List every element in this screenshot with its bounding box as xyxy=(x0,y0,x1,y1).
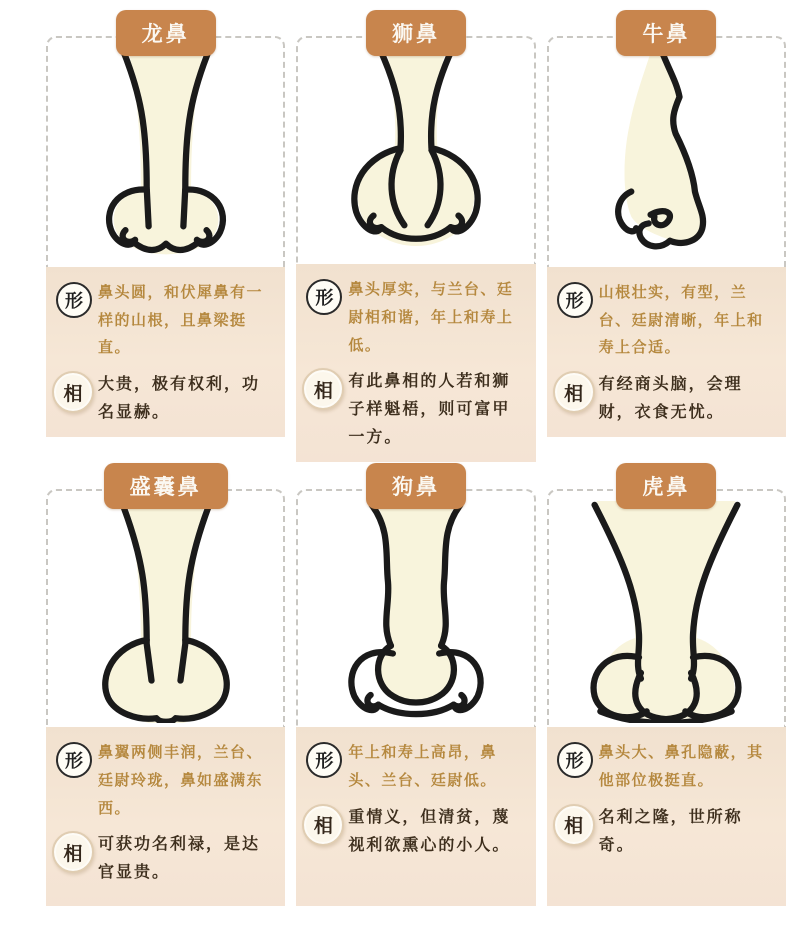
card-title-badge: 虎鼻 xyxy=(616,463,716,509)
shape-label-icon: 形 xyxy=(56,742,92,778)
shape-label-icon: 形 xyxy=(306,279,342,315)
fortune-description: 有经商头脑，会理财，衣食无忧。 xyxy=(598,376,743,421)
fortune-description: 有此鼻相的人若和狮子样魁梧，则可富甲一方。 xyxy=(348,373,511,447)
description-panel xyxy=(547,727,786,906)
fortune-row xyxy=(54,369,277,427)
shape-description: 山根壮实，有型，兰台、廷尉清晰，年上和寿上合适。 xyxy=(598,284,764,357)
tiger-nose-icon xyxy=(563,501,769,723)
card-title-badge: 狮鼻 xyxy=(366,10,466,56)
shape-label-icon: 形 xyxy=(557,742,593,778)
shape-label-icon: 形 xyxy=(557,282,593,318)
shape-row xyxy=(54,740,277,823)
fortune-row xyxy=(555,802,778,860)
fortune-description: 可获功名利禄，是达官显贵。 xyxy=(98,836,261,882)
card-lion-nose xyxy=(296,10,535,447)
ox-nose-icon xyxy=(563,41,769,263)
card-title-badge: 狗鼻 xyxy=(366,463,466,509)
description-panel xyxy=(296,727,535,906)
magnifier-icon: 相 xyxy=(302,804,344,846)
card-dog-nose xyxy=(296,463,535,906)
shape-row xyxy=(304,740,527,796)
shape-description: 鼻头圆，和伏犀鼻有一样的山根，且鼻梁挺直。 xyxy=(98,284,264,357)
shape-row xyxy=(555,280,778,363)
shape-label-icon: 形 xyxy=(56,282,92,318)
pouch-nose-icon xyxy=(63,501,269,723)
description-panel xyxy=(46,727,285,906)
nose-illustration-frame xyxy=(547,36,786,267)
nose-illustration-frame xyxy=(547,489,786,727)
fortune-row xyxy=(54,829,277,887)
magnifier-icon: 相 xyxy=(52,831,94,873)
nose-illustration-frame xyxy=(296,36,535,264)
magnifier-icon: 相 xyxy=(302,368,344,410)
fortune-description: 大贵，极有权利，功名显赫。 xyxy=(98,376,261,421)
magnifier-icon: 相 xyxy=(52,371,94,413)
fortune-row xyxy=(555,369,778,427)
shape-description: 鼻头厚实，与兰台、廷尉相和谐，年上和寿上低。 xyxy=(348,282,514,354)
dragon-nose-icon xyxy=(63,41,269,263)
lion-nose-icon xyxy=(313,38,519,260)
shape-row xyxy=(54,280,277,363)
magnifier-icon: 相 xyxy=(553,371,595,413)
card-pouch-nose xyxy=(46,463,285,906)
card-title-badge: 盛囊鼻 xyxy=(104,463,228,509)
magnifier-icon: 相 xyxy=(553,804,595,846)
nose-illustration-frame xyxy=(46,36,285,267)
card-dragon-nose xyxy=(46,10,285,437)
shape-description: 年上和寿上高昂，鼻头、兰台、廷尉低。 xyxy=(348,745,497,789)
shape-description: 鼻翼两侧丰润，兰台、廷尉玲珑，鼻如盛满东西。 xyxy=(98,745,264,817)
card-title-badge: 牛鼻 xyxy=(616,10,716,56)
fortune-description: 名利之隆，世所称奇。 xyxy=(598,808,743,854)
card-title-badge: 龙鼻 xyxy=(116,10,216,56)
shape-label-icon: 形 xyxy=(306,742,342,778)
fortune-row xyxy=(304,802,527,860)
fortune-description: 重情义，但清贫，蔑视利欲熏心的小人。 xyxy=(348,808,511,854)
shape-description: 鼻头大、鼻孔隐蔽，其他部位极挺直。 xyxy=(598,745,764,789)
description-panel xyxy=(547,267,786,437)
card-tiger-nose xyxy=(547,463,786,906)
description-panel xyxy=(296,264,535,462)
shape-row xyxy=(304,277,527,360)
nose-illustration-frame xyxy=(296,489,535,727)
shape-row xyxy=(555,740,778,796)
card-ox-nose xyxy=(547,10,786,437)
dog-nose-icon xyxy=(313,501,519,723)
fortune-row xyxy=(304,366,527,452)
description-panel xyxy=(46,267,285,437)
nose-illustration-frame xyxy=(46,489,285,727)
